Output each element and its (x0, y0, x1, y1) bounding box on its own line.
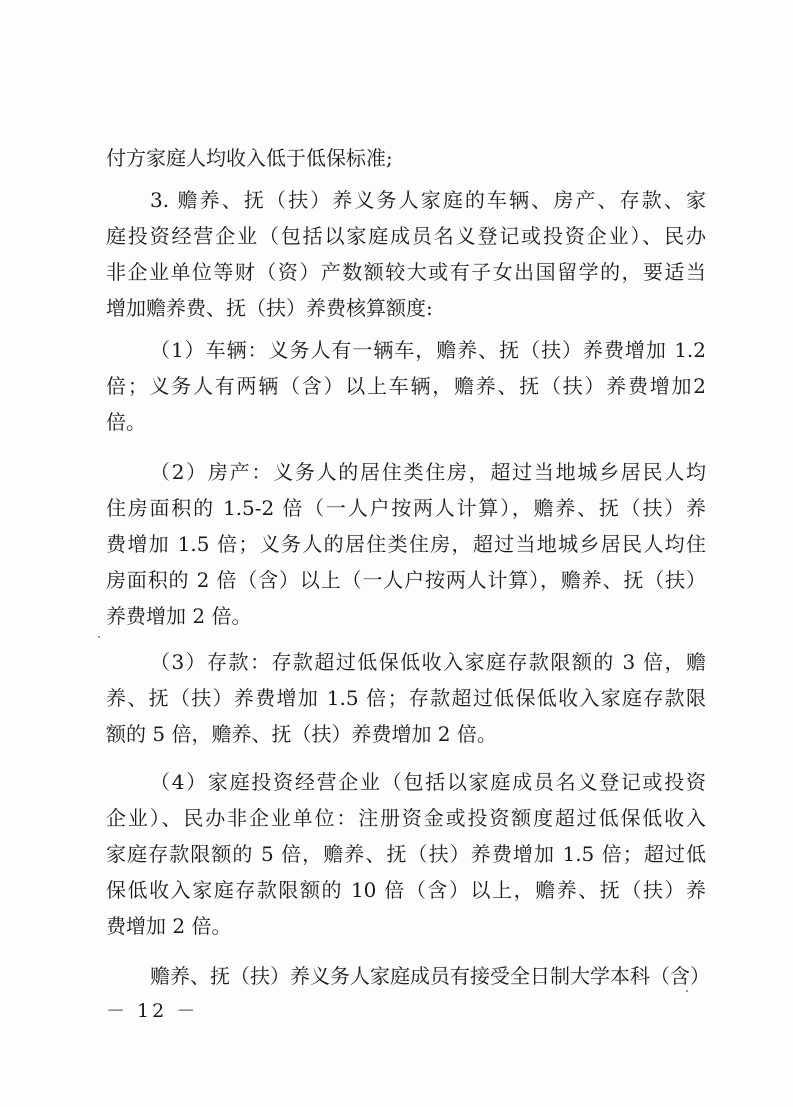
paragraph-item-3 (106, 182, 706, 326)
text-line: 房面积的 2 倍（含）以上（一人户按两人计算），赡养、抚（扶） (106, 568, 706, 592)
text-line: 增加赡养费、抚（扶）养费核算额度: (106, 296, 433, 320)
document-body (106, 140, 710, 994)
text-line: （4）家庭投资经营企业（包括以家庭成员名义登记或投资 (150, 770, 706, 794)
text-line: 住房面积的 1.5-2 倍（一人户按两人计算），赡养、抚（扶）养 (106, 496, 706, 520)
text-line: 保低收入家庭存款限额的 10 倍（含）以上，赡养、抚（扶）养 (106, 878, 706, 902)
paragraph-savings (106, 644, 706, 752)
paragraph-education (106, 958, 710, 994)
text-line: 付方家庭人均收入低于低保标准; (106, 146, 393, 170)
text-line: 额的 5 倍，赡养、抚（扶）养费增加 2 倍。 (106, 722, 497, 746)
paragraph-vehicles (106, 332, 706, 440)
text-line: 养、抚（扶）养费增加 1.5 倍；存款超过低保低收入家庭存款限 (106, 686, 706, 710)
paragraph-housing (106, 454, 706, 634)
text-line: 家庭存款限额的 5 倍，赡养、抚（扶）养费增加 1.5 倍；超过低 (106, 842, 706, 866)
paragraph-continuation (106, 140, 706, 176)
text-line: 费增加 2 倍。 (106, 914, 232, 938)
text-line: 庭投资经营企业（包括以家庭成员名义登记或投资企业）、民办 (106, 224, 706, 248)
text-line: 3. 赡养、抚（扶）养义务人家庭的车辆、房产、存款、家 (150, 188, 706, 212)
text-line: 费增加 1.5 倍；义务人的居住类住房，超过当地城乡居民人均住 (106, 532, 706, 556)
text-line: （3）存款：存款超过低保低收入家庭存款限额的 3 倍，赡 (150, 650, 706, 674)
text-line: 企业）、民办非企业单位：注册资金或投资额度超过低保低收入 (106, 806, 706, 830)
text-line: 养费增加 2 倍。 (106, 604, 252, 628)
scan-speck (686, 990, 688, 992)
text-line: （1）车辆：义务人有一辆车，赡养、抚（扶）养费增加 1.2 (150, 338, 706, 362)
scan-speck (98, 636, 100, 638)
text-line: （2）房产：义务人的居住类住房，超过当地城乡居民人均 (150, 460, 706, 484)
paragraph-enterprises (106, 764, 706, 944)
page-number: － 12 － (106, 1000, 199, 1022)
text-line: 倍。 (106, 410, 146, 434)
text-line: 非企业单位等财（资）产数额较大或有子女出国留学的，要适当 (106, 260, 706, 284)
text-line: 倍；义务人有两辆（含）以上车辆，赡养、抚（扶）养费增加2 (106, 374, 706, 398)
text-line: 赡养、抚（扶）养义务人家庭成员有接受全日制大学本科（含） (150, 964, 710, 988)
